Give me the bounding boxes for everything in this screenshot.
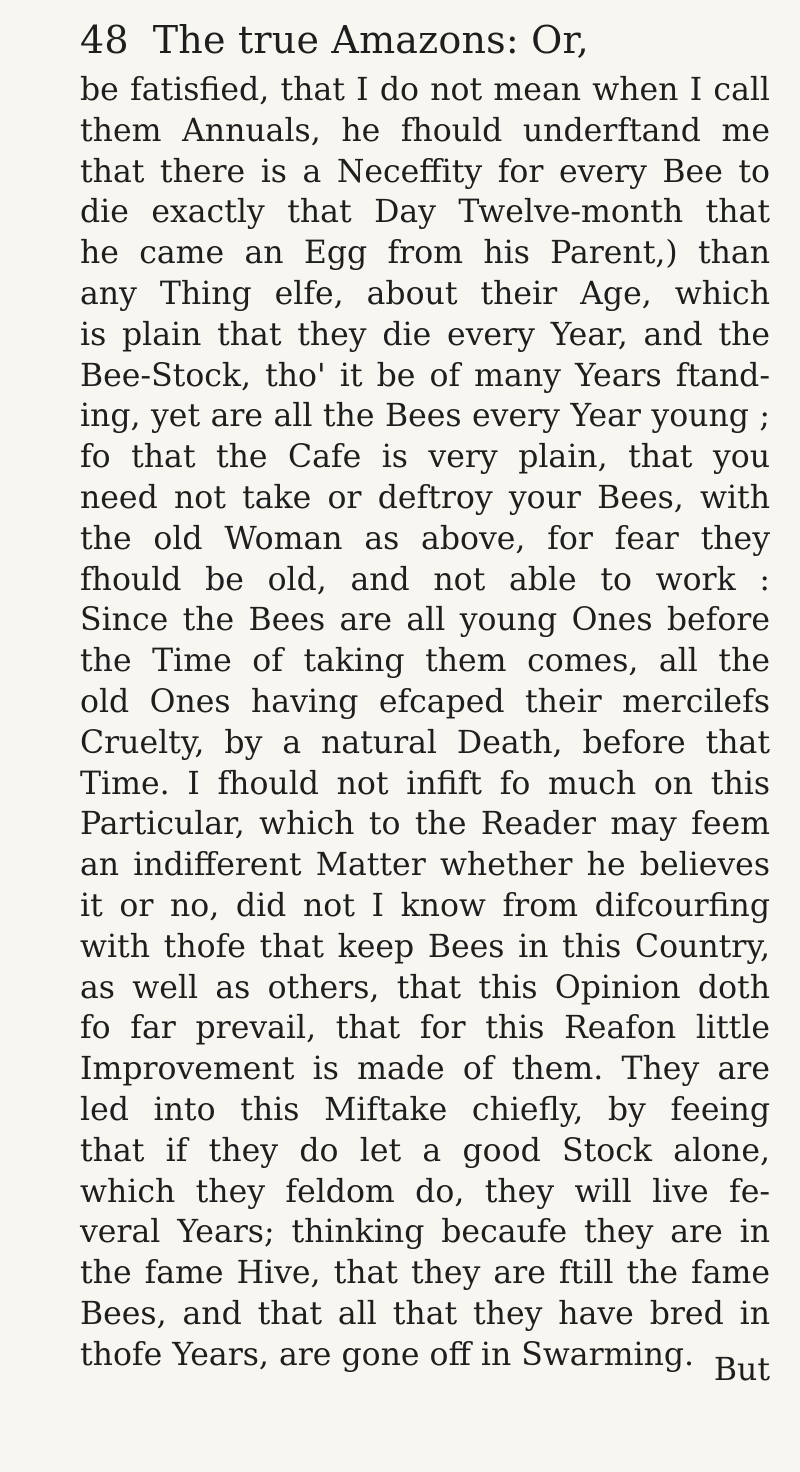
running-title: The true Amazons: Or, <box>152 18 589 62</box>
text-line: is plain that they die every Year, and the <box>80 316 770 353</box>
text-line: be fatisfied, that I do not mean when I call <box>80 72 770 108</box>
text-line: as well as others, that this Opinion doth <box>80 969 770 1006</box>
text-line: need not take or deftroy your Bees, with <box>80 479 770 516</box>
text-line: Time. I fhould not infift fo much on this <box>80 765 770 802</box>
text-line: Particular, which to the Reader may feem <box>80 806 770 843</box>
text-line: the old Woman as above, for fear they <box>80 520 770 557</box>
text-line: the fame Hive, that they are ftill the fame <box>80 1255 770 1292</box>
text-line: Bees, and that all that they have bred in <box>80 1295 770 1332</box>
text-line: fo far prevail, that for this Reafon little <box>80 1010 770 1047</box>
text-line: Cruelty, by a natural Death, before that <box>80 724 770 761</box>
text-line: the Time of taking them comes, all the <box>80 643 770 680</box>
text-line: old Ones having efcaped their mercilefs <box>80 683 770 720</box>
text-line: which they feldom do, they will live fe- <box>80 1173 770 1210</box>
text-line: ing, yet are all the Bees every Year young ; <box>80 398 770 435</box>
text-line: Bee-Stock, tho' it be of many Years ftand- <box>80 357 770 394</box>
text-line: it or no, did not I know from difcourfing <box>80 887 770 924</box>
text-line: he came an Egg from his Parent,) than <box>80 235 770 272</box>
text-line: that there is a Neceffity for every Bee to <box>80 153 770 190</box>
text-line: thofe Years, are gone off in Swarming. <box>80 1336 695 1373</box>
text-line: die exactly that Day Twelve-month that <box>80 194 770 231</box>
text-line: fo that the Cafe is very plain, that you <box>80 439 770 476</box>
text-line: veral Years; thinking becaufe they are in <box>80 1214 770 1251</box>
text-line: fhould be old, and not able to work : <box>80 561 770 598</box>
text-line: Improvement is made of them. They are <box>80 1051 770 1088</box>
running-head <box>80 10 770 70</box>
text-line: led into this Miftake chiefly, by feeing <box>80 1091 770 1128</box>
page-number: 48 <box>80 18 129 62</box>
text-line: with thofe that keep Bees in this Country, <box>80 928 770 965</box>
text-line: them Annuals, he fhould underftand me <box>80 112 770 149</box>
text-line: Since the Bees are all young Ones before <box>80 602 770 639</box>
catchword: But <box>713 1352 770 1388</box>
text-line: that if they do let a good Stock alone, <box>80 1132 770 1169</box>
body-text <box>80 70 770 1376</box>
text-line: any Thing elfe, about their Age, which <box>80 275 770 312</box>
text-line: an indifferent Matter whether he believes <box>80 847 770 884</box>
